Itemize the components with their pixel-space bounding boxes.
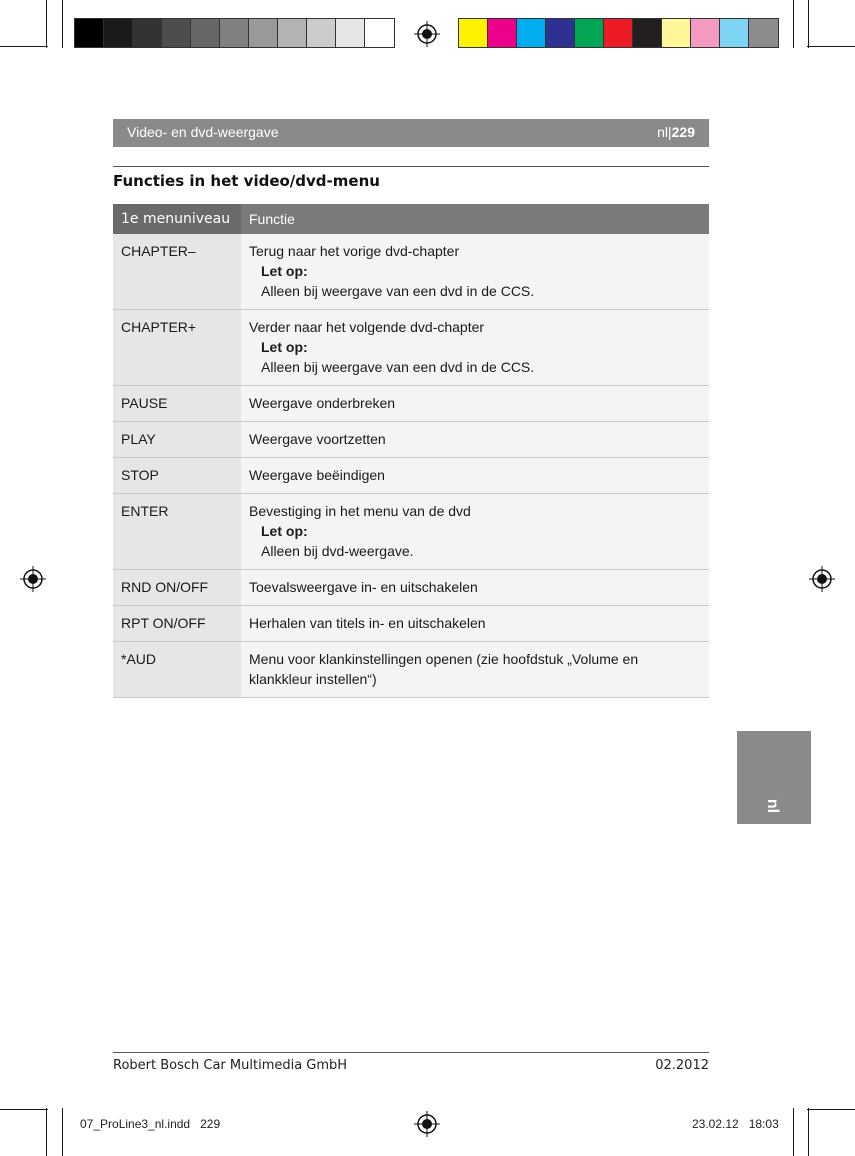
gray-swatch [162,19,191,47]
column-header-menu-level: 1e menuniveau [113,204,241,234]
process-swatch [720,19,749,47]
grayscale-color-bar [74,18,395,48]
function-description: Bevestiging in het menu van de dvd [249,503,471,519]
process-swatch [575,19,604,47]
crop-mark [793,0,794,48]
process-swatch [546,19,575,47]
menu-level-cell: RND ON/OFF [113,570,241,605]
table-header [113,204,709,234]
note-label: Let op: [261,263,308,279]
slug-filename: 07_ProLine3_nl.indd 229 [80,1117,221,1131]
footer-date: 02.2012 [655,1058,709,1073]
menu-level-cell: PLAY [113,422,241,457]
process-swatch [517,19,546,47]
table-row [113,606,709,642]
header-separator: | [668,124,672,140]
header-page-number [657,124,695,140]
function-cell [241,642,709,697]
process-swatch [691,19,720,47]
function-table [113,204,709,698]
note-label: Let op: [261,339,308,355]
registration-mark-icon [20,566,46,592]
table-row [113,310,709,386]
function-cell [241,458,709,493]
process-swatch [488,19,517,47]
footer-company: Robert Bosch Car Multimedia GmbH [113,1058,348,1073]
gray-swatch [336,19,365,47]
slug-timestamp: 23.02.12 18:03 [692,1117,779,1131]
function-description: Weergave beëindigen [249,467,385,483]
menu-level-cell: CHAPTER– [113,234,241,309]
function-cell [241,310,709,385]
crop-mark [807,46,855,47]
table-row [113,422,709,458]
menu-level-cell: PAUSE [113,386,241,421]
gray-swatch [278,19,307,47]
gray-swatch [365,19,394,47]
process-swatch [459,19,488,47]
header-section-title: Video- en dvd-weergave [127,124,279,140]
function-description: Weergave onderbreken [249,395,396,411]
menu-level-cell: STOP [113,458,241,493]
function-description: Weergave voortzetten [249,431,386,447]
note-text: Alleen bij dvd-weergave. [261,543,414,559]
table-row [113,494,709,570]
menu-level-cell: CHAPTER+ [113,310,241,385]
gray-swatch [220,19,249,47]
gray-swatch [307,19,336,47]
gray-swatch [249,19,278,47]
process-swatch [662,19,691,47]
gray-swatch [104,19,133,47]
function-cell [241,234,709,309]
crop-mark [46,1108,47,1156]
page-title: Functies in het video/dvd-menu [113,172,380,190]
menu-level-cell: ENTER [113,494,241,569]
language-side-tab [737,731,811,824]
function-description: Menu voor klankinstellingen openen (zie hoofdstuk „Volume en klankkleur instellen“) [249,651,639,687]
table-row [113,234,709,310]
function-cell [241,570,709,605]
table-row [113,642,709,698]
menu-level-cell: *AUD [113,642,241,697]
note-text: Alleen bij weergave van een dvd in de CCS. [261,359,535,375]
registration-mark-icon [414,21,440,47]
function-description: Verder naar het volgende dvd-chapter [249,319,485,335]
crop-mark [793,1108,794,1156]
crop-mark [46,0,47,48]
function-description: Toevalsweergave in- en uitschakelen [249,579,478,595]
side-tab-label: nl [764,798,782,814]
gray-swatch [75,19,104,47]
crop-mark [62,0,63,48]
running-header [113,119,709,147]
crop-mark [808,1108,809,1156]
function-description: Terug naar het vorige dvd-chapter [249,243,460,259]
title-rule [113,166,709,167]
column-header-function: Functie [249,211,295,227]
process-swatch [604,19,633,47]
function-cell [241,422,709,457]
crop-mark [62,1108,63,1156]
function-cell [241,494,709,569]
function-cell [241,386,709,421]
process-swatch [633,19,662,47]
crop-mark [808,0,809,48]
table-row [113,458,709,494]
function-description: Herhalen van titels in- en uitschakelen [249,615,486,631]
gray-swatch [191,19,220,47]
header-lang: nl [657,124,668,140]
footer-rule [113,1052,709,1053]
table-row [113,386,709,422]
registration-mark-icon [809,566,835,592]
note-text: Alleen bij weergave van een dvd in de CCS. [261,283,535,299]
table-row [113,570,709,606]
registration-mark-icon [414,1111,440,1137]
note-label: Let op: [261,523,308,539]
page-number: 229 [671,124,695,140]
crop-mark [0,46,48,47]
table-body [113,234,709,698]
function-cell [241,606,709,641]
process-color-bar [458,18,779,48]
gray-swatch [133,19,162,47]
process-swatch [749,19,778,47]
crop-mark [0,1109,48,1110]
crop-mark [807,1109,855,1110]
menu-level-cell: RPT ON/OFF [113,606,241,641]
